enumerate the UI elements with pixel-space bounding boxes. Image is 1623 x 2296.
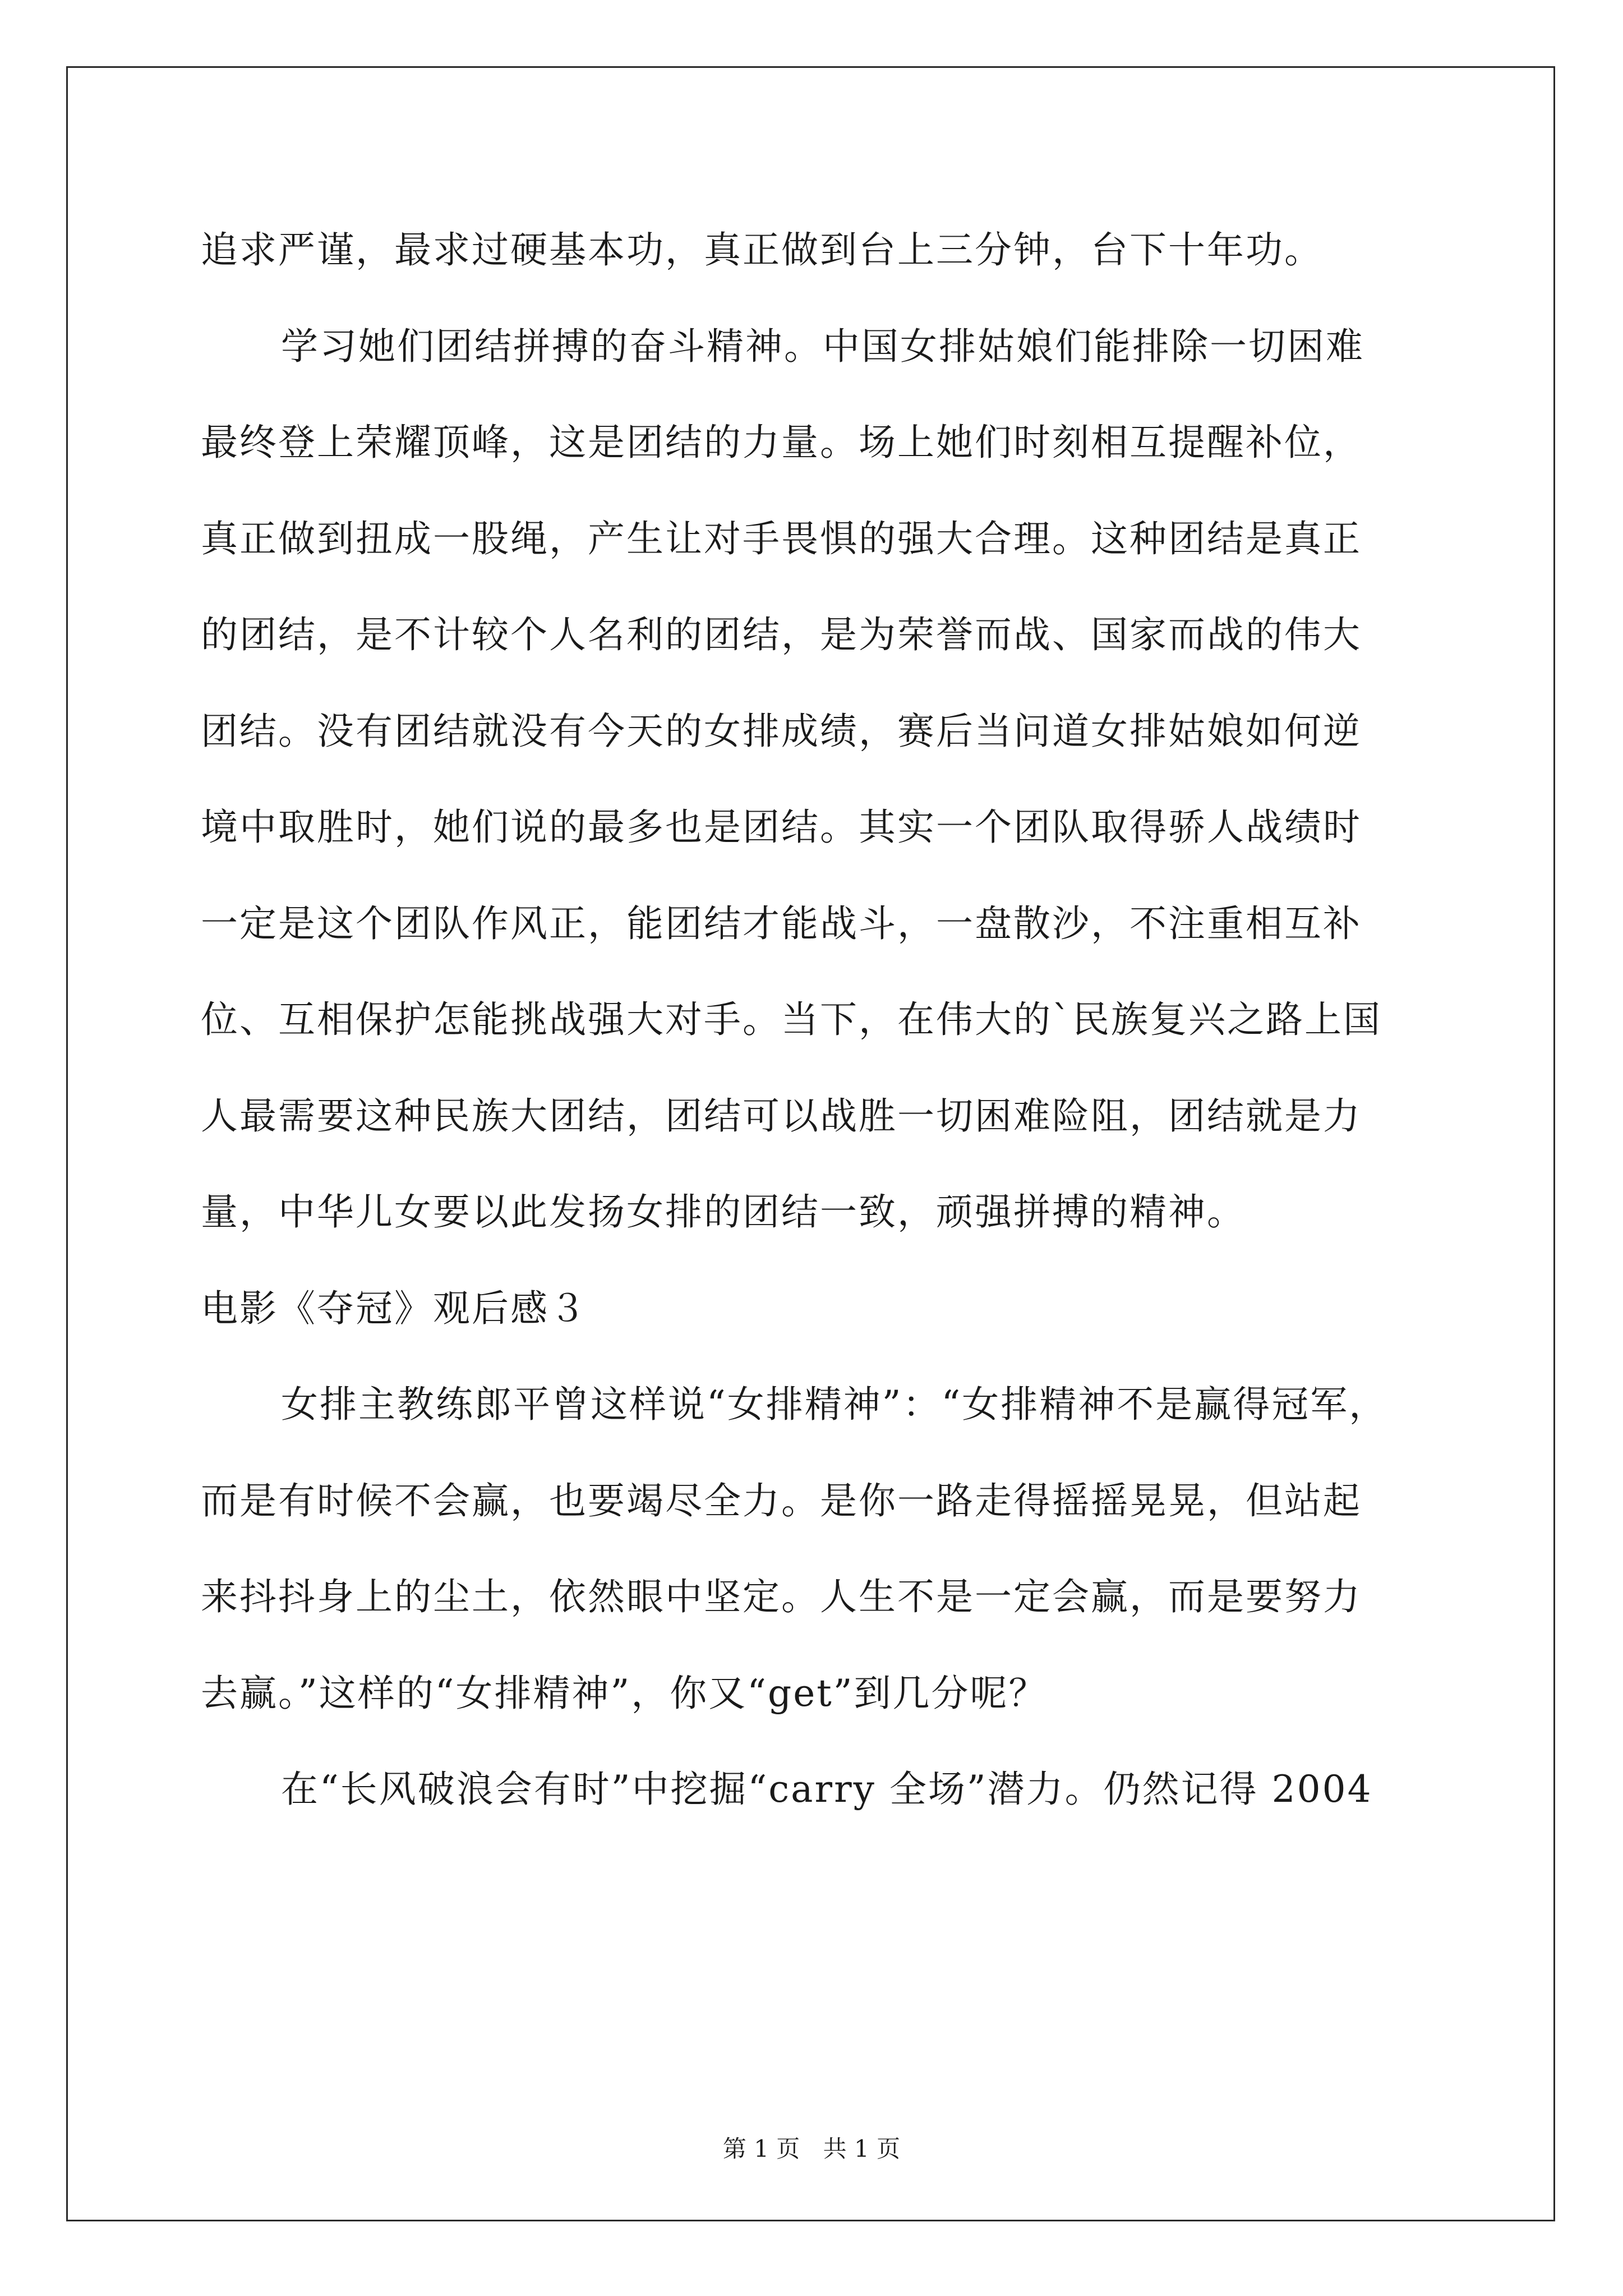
text-line: 来抖抖身上的尘土，依然眼中坚定。人生不是一定会赢，而是要努力 [201, 1575, 1362, 1618]
text-line: 一定是这个团队作风正，能团结才能战斗，一盘散沙，不注重相互补 [201, 901, 1362, 945]
text-line: 而是有时候不会赢，也要竭尽全力。是你一路走得摇摇晃晃，但站起 [201, 1479, 1362, 1522]
document-body [201, 202, 1426, 1838]
text-line: 去赢。”这样的“女排精神”，你又“get”到几分呢？ [201, 1671, 1048, 1715]
text-line: 位、互相保护怎能挑战强大对手。当下，在伟大的`民族复兴之路上国 [201, 998, 1382, 1041]
text-line: 学习她们团结拼搏的奋斗精神。中国女排姑娘们能排除一切困难 [281, 324, 1364, 368]
text-line: 人最需要这种民族大团结，团结可以战胜一切困难险阻，团结就是力 [201, 1094, 1362, 1138]
text-line: 量，中华儿女要以此发扬女排的团结一致，顽强拼搏的精神。 [201, 1190, 1246, 1234]
page-number: 第 1 页 [722, 2135, 800, 2162]
text-line: 在“长风破浪会有时”中挖掘“carry 全场”潜力。仍然记得 2004 [281, 1768, 1373, 1811]
text-line: 追求严谨，最求过硬基本功，真正做到台上三分钟，台下十年功。 [201, 228, 1323, 272]
text-line: 团结。没有团结就没有今天的女排成绩，赛后当问道女排姑娘如何逆 [201, 709, 1362, 753]
text-line: 女排主教练郎平曾这样说“女排精神”：“女排精神不是赢得冠军， [281, 1383, 1388, 1426]
text-line: 最终登上荣耀顶峰，这是团结的力量。场上她们时刻相互提醒补位， [201, 421, 1362, 464]
section-heading: 电影《夺冠》观后感３ [201, 1286, 588, 1330]
text-line: 真正做到扭成一股绳，产生让对手畏惧的强大合理。这种团结是真正 [201, 517, 1362, 560]
page-footer [0, 2131, 1623, 2164]
text-line: 境中取胜时，她们说的最多也是团结。其实一个团队取得骄人战绩时 [201, 806, 1362, 849]
page-total: 共 1 页 [823, 2135, 901, 2162]
text-line: 的团结，是不计较个人名利的团结，是为荣誉而战、国家而战的伟大 [201, 613, 1362, 656]
